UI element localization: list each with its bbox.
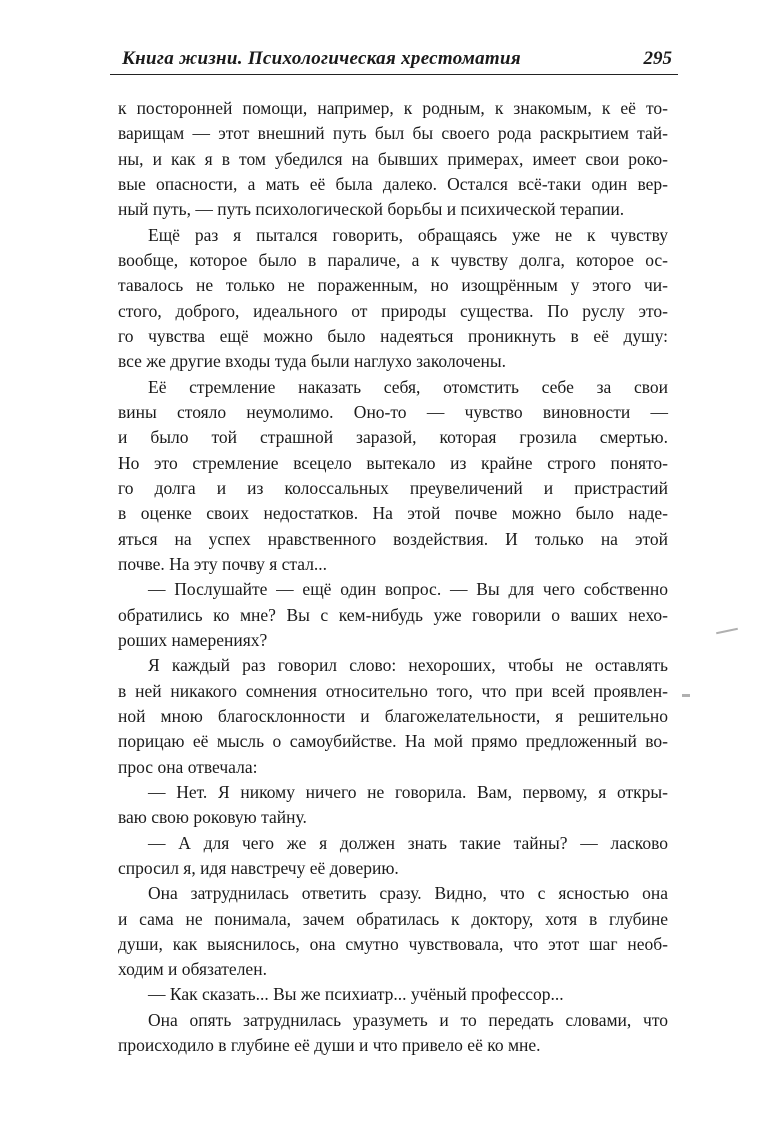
- text-line: в ней никакого сомнения относительно того, что при всей проявлен-: [118, 680, 668, 701]
- text-line: — Послушайте — ещё один вопрос. — Вы для чего собственно: [148, 579, 668, 600]
- text-line: роших намерениях?: [118, 629, 268, 650]
- text-line: почве. На эту почву я стал...: [118, 553, 328, 574]
- margin-pencil-mark: [682, 694, 690, 697]
- page-number: 295: [643, 48, 672, 69]
- text-line: Но это стремление всецело вытекало из крайне строго понято-: [118, 452, 668, 473]
- text-line: вые опасности, а мать её была далеко. Остался всё-таки один вер-: [118, 173, 668, 194]
- text-line: го долга и из колоссальных преувеличений и пристрастий: [118, 477, 668, 498]
- text-line: — А для чего же я должен знать такие тайны? — ласково: [148, 832, 668, 853]
- text-line: ной мною благосклонности и благожелательности, я решительно: [118, 705, 668, 726]
- text-line: все же другие входы туда были наглухо заколочены.: [118, 351, 507, 372]
- text-line: души, как выяснилось, она смутно чувствовала, что этот шаг необ-: [118, 933, 668, 954]
- margin-pencil-mark: [716, 628, 738, 635]
- text-line: вообще, которое было в параличе, а к чувству долга, которое ос-: [118, 249, 668, 270]
- text-line: порицаю её мысль о самоубийстве. На мой прямо предложенный во-: [118, 731, 668, 752]
- text-line: и было той страшной заразой, которая грозила смертью.: [118, 427, 668, 448]
- text-line: Ещё раз я пытался говорить, обращаясь уже не к чувству: [148, 224, 668, 245]
- text-line: — Нет. Я никому ничего не говорила. Вам, первому, я откры-: [148, 781, 668, 802]
- text-line: Она затруднилась ответить сразу. Видно, что с ясностью она: [148, 883, 668, 904]
- text-line: и сама не понимала, зачем обратилась к доктору, хотя в глубине: [118, 908, 668, 929]
- text-line: спросил я, идя навстречу её доверию.: [118, 857, 399, 878]
- body-text: [118, 96, 668, 1058]
- text-line: Её стремление наказать себя, отомстить себе за свои: [148, 376, 668, 397]
- text-line: Я каждый раз говорил слово: нехороших, чтобы не оставлять: [148, 655, 668, 676]
- text-line: вины стояло неумолимо. Оно-то — чувство виновности —: [118, 401, 668, 422]
- text-line: в оценке своих недостатков. На этой почве можно было наде-: [118, 503, 668, 524]
- text-line: происходило в глубине её души и что привело её ко мне.: [118, 1035, 541, 1056]
- text-line: ходим и обязателен.: [118, 959, 267, 980]
- text-line: к посторонней помощи, например, к родным, к знакомым, к её то-: [118, 98, 668, 118]
- text-line: ны, и как я в том убедился на бывших примерах, имеет свои роко-: [118, 148, 668, 169]
- header-title: Книга жизни. Психологическая хрестоматия: [122, 48, 521, 69]
- text-line: обратились ко мне? Вы с кем-нибудь уже говорили о ваших нехо-: [118, 604, 668, 625]
- text-line: прос она отвечала:: [118, 756, 258, 777]
- text-line: ваю свою роковую тайну.: [118, 807, 307, 828]
- text-line: го чувства ещё можно было надеяться проникнуть в её душу:: [118, 325, 668, 346]
- text-line: ный путь, — путь психологической борьбы и психической терапии.: [118, 199, 625, 220]
- running-header: [110, 44, 678, 75]
- text-line: Она опять затруднилась уразуметь и то передать словами, что: [148, 1009, 668, 1030]
- text-line: яться на успех нравственного воздействия. И только на этой: [118, 528, 668, 549]
- text-line: тавалось не только не пораженным, но изощрённым у этого чи-: [118, 275, 668, 296]
- text-line: — Как сказать... Вы же психиатр... учёный профессор...: [148, 984, 564, 1005]
- text-line: варищам — этот внешний путь был бы своего рода раскрытием тай-: [118, 123, 668, 144]
- text-line: стого, доброго, идеального от природы существа. По руслу это-: [118, 300, 668, 321]
